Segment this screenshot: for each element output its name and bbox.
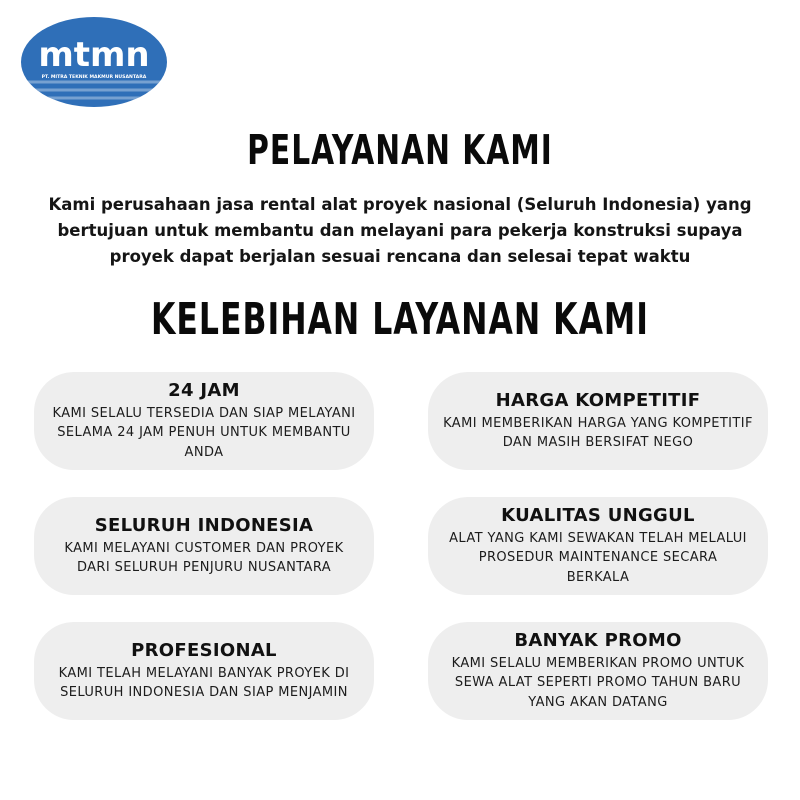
card-text: DARI SELURUH PENJURU NUSANTARA [76, 560, 332, 575]
card-text: PROSEDUR MAINTENANCE SECARA [478, 550, 718, 566]
card-title: PROFESIONAL [131, 639, 277, 661]
card-text: ANDA [184, 444, 224, 460]
section-title: KELEBIHAN LAYANAN KAMI [151, 295, 649, 345]
card-text: KAMI MEMBERIKAN HARGA YANG KOMPETITIF [443, 415, 753, 431]
intro-line: Kami perusahaan jasa rental alat proyek nasional (Seluruh Indonesia) yang [48, 195, 752, 214]
feature-card-24-jam [34, 372, 374, 470]
intro-line: bertujuan untuk membantu dan melayani para pekerja konstruksi supaya [57, 221, 743, 240]
feature-card-profesional [34, 622, 374, 720]
card-title: 24 JAM [168, 379, 240, 401]
feature-card-kualitas-unggul [428, 497, 768, 595]
card-text: ALAT YANG KAMI SEWAKAN TELAH MELALUI [449, 530, 747, 546]
card-text: BERKALA [566, 569, 630, 585]
card-text: SELURUH INDONESIA DAN SIAP MENJAMIN [60, 685, 348, 700]
logo-company-name: PT. MITRA TEKNIK MAKMUR NUSANTARA [41, 75, 147, 80]
card-text: SEWA ALAT SEPERTI PROMO TAHUN BARU [454, 675, 742, 691]
card-text: DAN MASIH BERSIFAT NEGO [502, 435, 694, 450]
card-title: SELURUH INDONESIA [94, 514, 314, 536]
feature-card-seluruh-indonesia [34, 497, 374, 595]
feature-card-banyak-promo [428, 622, 768, 720]
intro-line: proyek dapat berjalan sesuai rencana dan selesai tepat waktu [109, 247, 691, 266]
card-title: KUALITAS UNGGUL [501, 504, 695, 526]
card-text: KAMI TELAH MELAYANI BANYAK PROYEK DI [58, 665, 350, 681]
intro-paragraph [20, 192, 780, 270]
card-text: SELAMA 24 JAM PENUH UNTUK MEMBANTU [57, 425, 351, 441]
card-title: BANYAK PROMO [514, 629, 682, 651]
card-text: KAMI SELALU TERSEDIA DAN SIAP MELAYANI [52, 405, 356, 421]
logo-wordmark: mtmn [38, 35, 150, 75]
company-logo [20, 16, 168, 108]
feature-card-harga-kompetitif [428, 372, 768, 470]
card-text: YANG AKAN DATANG [528, 694, 668, 710]
card-title: HARGA KOMPETITIF [495, 389, 701, 411]
card-text: KAMI MELAYANI CUSTOMER DAN PROYEK [64, 540, 344, 556]
card-text: KAMI SELALU MEMBERIKAN PROMO UNTUK [451, 655, 745, 671]
page-title: PELAYANAN KAMI [247, 125, 553, 174]
